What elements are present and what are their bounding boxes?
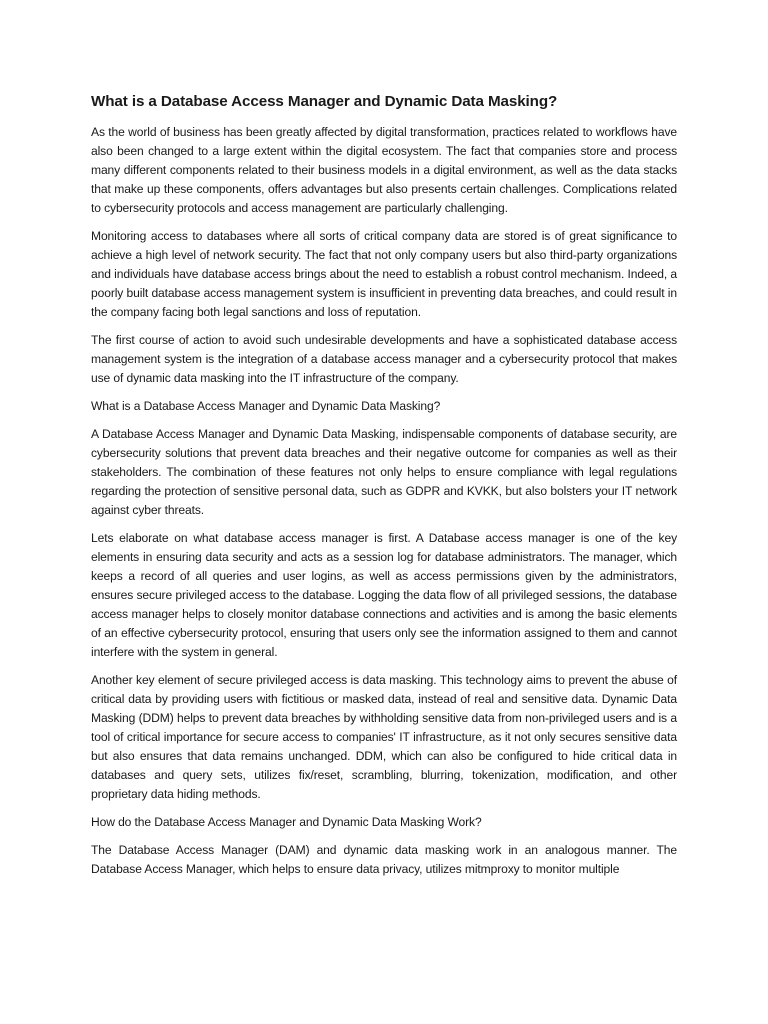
paragraph-access-manager: Lets elaborate on what database access manager is first. A Database access manager is one of the key elements in ensuring data security and acts as a session log for database administrators. The manager, which keeps a record of all queries and user logins, as well as access permissions given by the administrators, ensures secure privileged access to the database. Logging the data flow of all privileged sessions, the database access manager helps to closely monitor database connections and activities and is among the basic elements of an effective cybersecurity protocol, ensuring that users only see the information assigned to them and cannot interfere with the system in general. xyxy=(91,531,677,659)
paragraph-intro: As the world of business has been greatly affected by digital transformation, practices related to workflows have also been changed to a large extent within the digital ecosystem. The fact that companies store and process many different components related to their business models in a digital environment, as well as the data stacks that make up these components, offers advantages but also presents certain challenges. Complications related to cybersecurity protocols and access management are particularly challenging. xyxy=(91,125,677,215)
document-title: What is a Database Access Manager and Dynamic Data Masking? xyxy=(91,93,558,110)
paragraph-definition: A Database Access Manager and Dynamic Data Masking, indispensable components of database security, are cybersecurity solutions that prevent data breaches and their negative outcome for companies as well as their stakeholders. The combination of these features not only helps to ensure compliance with legal regulations regarding the protection of sensitive personal data, such as GDPR and KVKK, but also bolsters your IT network against cyber threats. xyxy=(91,427,677,517)
paragraph-dam-ddm: The Database Access Manager (DAM) and dynamic data masking work in an analogous manner. The Database Access Manager, which helps to ensure data privacy, utilizes mitmproxy to monitor multiple xyxy=(91,843,677,876)
paragraph-first-course: The first course of action to avoid such undesirable developments and have a sophisticated database access management system is the integration of a database access manager and a cybersecurity protocol that makes use of dynamic data masking into the IT infrastructure of the company. xyxy=(91,333,677,385)
paragraph-monitoring: Monitoring access to databases where all sorts of critical company data are stored is of great significance to achieve a high level of network security. The fact that not only company users but also third-party organizations and individuals have database access brings about the need to establish a robust control mechanism. Indeed, a poorly built database access management system is insufficient in preventing data breaches, and could result in the company facing both legal sanctions and loss of reputation. xyxy=(91,229,677,319)
paragraph-data-masking: Another key element of secure privileged access is data masking. This technology aims to prevent the abuse of critical data by providing users with fictitious or masked data, instead of real and sensitive data. Dynamic Data Masking (DDM) helps to prevent data breaches by withholding sensitive data from non-privileged users and is a tool of critical importance for secure access to companies' IT infrastructure, as it not only secures sensitive data but also ensures that data remains unchanged. DDM, which can also be configured to hide critical data in databases and query sets, utilizes fix/reset, scrambling, blurring, tokenization, modification, and other proprietary data hiding methods. xyxy=(91,673,677,801)
subheading-how-work: How do the Database Access Manager and Dynamic Data Masking Work? xyxy=(91,815,482,829)
subheading-what-is: What is a Database Access Manager and Dynamic Data Masking? xyxy=(91,399,441,413)
document-page xyxy=(91,92,677,888)
